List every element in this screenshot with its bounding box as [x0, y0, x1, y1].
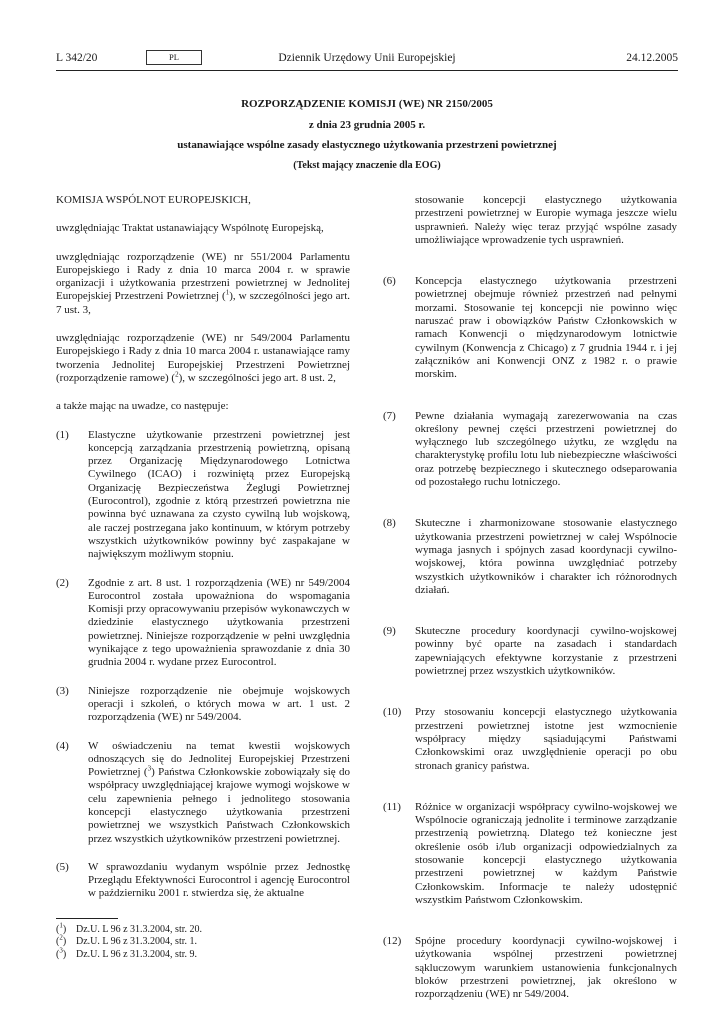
- footnote-mark: ($^2$): [56, 933, 67, 948]
- preamble-regulation-549: [56, 332, 350, 385]
- recital-number: (11): [383, 800, 401, 813]
- recital-text: [88, 740, 350, 846]
- recital-number: (2): [56, 576, 69, 589]
- preamble-text: uwzględniając rozporządzenie (WE) nr 549/2004 Parlamentu Europejskiego i Rady z dnia 10 marca 2004 r. ustanawiające ramy tworzenia Jednolitej Europejskiej Przestrzeni Powietrznej (rozporządzenie ramowe) (: [56, 332, 350, 384]
- recital-text: Spójne procedury koordynacji cywilno-wojskowej i użytkowania wspólnej przestrzeni powietrznej sąkluczowym warunkiem ustanowienia funkcjonalnych bloków przestrzeni powietrznej, jak określono w rozporządzeniu (WE) nr 549/2004.: [415, 935, 677, 1001]
- recital-text-part: W oświadczeniu na temat kwestii wojskowych odnoszących się do Jednolitej Europejskiej Przestrzeni Powietrznej (: [88, 739, 350, 779]
- preamble-text: ), w szczególności jego art. 7 ust. 3,: [56, 290, 351, 316]
- recital-number: (10): [383, 706, 402, 719]
- document-title: [56, 94, 678, 176]
- recital-text: Elastyczne użytkowanie przestrzeni powietrznej jest koncepcją zarządzania przestrzenią powietrzną, opisaną przez Organizację Międzynarodowego Lotnictwa Cywilnego (ICAO) i rozwiniętą przez Europejską Organizację Bezpieczeństwa Żeglugi Powietrznej (Eurocontrol), zgodnie z którą przestrzeń powietrzna nie powinna być uznawana za czysto cywilną lub wojskową, ale raczej postrzegana jako kontinuum, w którym potrzeby wszystkich użytkowników powinny być zaspakajane w największym możliwym stopniu.: [88, 428, 350, 561]
- recital-8: [383, 517, 677, 597]
- preamble-regulation-551: [56, 251, 350, 317]
- header-date: 24.12.2005: [626, 52, 678, 64]
- recital-12: [383, 935, 677, 1001]
- recital-text: Pewne działania wymagają zarezerwowania na czas określony pewnej części przestrzeni powietrznej do wyłącznego lub szczególnego użytku, ze względu na charakterystykę profilu lotu lub niebezpieczne właściwości oraz potrzebę bezpiecznego i skutecznego odseparowania od pozostałego ruchu lotniczego.: [415, 409, 677, 489]
- footnote-text: Dz.U. L 96 z 31.3.2004, str. 20.: [76, 924, 203, 935]
- title-regulation: ROZPORZĄDZENIE KOMISJI (WE) NR 2150/2005: [241, 98, 493, 110]
- recital-1: [56, 429, 350, 562]
- recital-number: (5): [56, 860, 69, 873]
- title-eea-note: (Tekst mający znaczenie dla EOG): [293, 159, 441, 171]
- footnote-rule: [56, 918, 118, 919]
- recital-5-continued: [383, 194, 677, 247]
- preamble-text: ), w szczególności jego art. 8 ust. 2,: [178, 371, 336, 384]
- recital-text: Różnice w organizacji współpracy cywilno-wojskowej we Wspólnocie ograniczają jednolite i terminowe zarządzanie przestrzenią powietrzną. Dlatego też konieczne jest określenie osób i/lub organizacji odpowiedzialnych za stosowanie koncepcji elastycznego użytkowania przestrzeni powietrznej w każdym Państwie Członkowskim. Informacje te należy udostępnić wszystkim Państwom Członkowskim.: [415, 800, 677, 906]
- recital-10: [383, 706, 677, 772]
- recital-number: (8): [383, 517, 396, 530]
- recital-text: W sprawozdaniu wydanym wspólnie przez Jednostkę Przeglądu Efektywności Eurocontrol i agencję Eurocontrol w październiku 2001 r. stwierdza się, że aktualne: [88, 860, 350, 900]
- page-header: [56, 52, 678, 70]
- recital-number: (3): [56, 684, 69, 697]
- recital-text: Koncepcja elastycznego użytkowania przestrzeni powietrznej obejmuje również przestrzeń nad pełnymi morzami. Stosowanie tej koncepcji nie powinno więc naruszać praw i obowiązków Państw Członkowskich w ramach Konwencji o międzynarodowym lotnictwie cywilnym (Konwencja z Chicago) z 7 grudnia 1944 r. i jej załączników ani Konwencji ONZ z 1982 r. o prawie morskim.: [415, 275, 677, 381]
- title-date: z dnia 23 grudnia 2005 r.: [308, 118, 426, 131]
- recital-5: [56, 861, 350, 901]
- header-rule: [56, 70, 678, 71]
- footnote-mark-number: 2: [59, 933, 63, 942]
- footnote-1: [56, 921, 350, 936]
- recital-number: (9): [383, 625, 396, 638]
- footnote-3: [56, 946, 350, 961]
- recital-text: Skuteczne i zharmonizowane stosowanie elastycznego użytkowania przestrzeni powietrznej w całej Wspólnocie wymaga jasnych i spójnych zasad koordynacji cywilno-wojskowej, która powinna uwzględniać potrzeby wszystkich użytkowników i charakter ich różnorodnych działań.: [415, 517, 677, 596]
- recital-text: Skuteczne procedury koordynacji cywilno-wojskowej powinny być oparte na zasadach i standardach zapewniających efektywne korzystanie z przestrzeni powietrznej przez wszystkich użytkowników.: [415, 625, 677, 678]
- recital-number: (4): [56, 739, 69, 752]
- recital-text: Niniejsze rozporządzenie nie obejmuje wojskowych operacji i szkoleń, o których mowa w art. 1 ust. 2 rozporządzenia (WE) nr 549/2004.: [88, 684, 350, 724]
- right-column: [383, 194, 677, 1002]
- preamble-text: uwzględniając rozporządzenie (WE) nr 551/2004 Parlamentu Europejskiego i Rady z dnia 10 marca 2004 r. w sprawie organizacji i użytkowania przestrzeni powietrznej w Jednolitej Europejskiej Przestrzeni Powietrznej (: [56, 250, 350, 303]
- recital-7: [383, 410, 677, 490]
- recital-6: [383, 275, 677, 381]
- footnote-mark: ($^3$): [56, 946, 67, 960]
- footnote-ref[interactable]: 3: [147, 764, 152, 773]
- recital-4: [56, 740, 350, 846]
- footnote-mark: ($^1$): [56, 921, 67, 935]
- recital-9: [383, 625, 677, 678]
- recital-11: [383, 801, 677, 907]
- recital-text: Zgodnie z art. 8 ust. 1 rozporządzenia (WE) nr 549/2004 Eurocontrol została upoważniona do wspomagania Komisji przy opracowywaniu przepisów wykonawczych w dziedzinie elastycznego użytkowania przestrzeni powietrznej. Niniejsze rozporządzenie w pełni uwzględnia wynikające z tego upoważnienia sprawozdanie z dnia 30 grudnia 2004 r. wydane przez Eurocontrol.: [88, 576, 350, 669]
- recital-2: [56, 577, 350, 670]
- recital-number: (1): [56, 428, 69, 441]
- footnote-text: Dz.U. L 96 z 31.3.2004, str. 9.: [76, 948, 198, 960]
- footnote-mark-number: 3: [59, 946, 63, 955]
- preamble-treaty: uwzględniając Traktat ustanawiający Wspólnotę Europejską,: [56, 222, 324, 235]
- footnote-ref[interactable]: 1: [225, 288, 230, 297]
- left-column: [56, 194, 350, 901]
- footnote-ref[interactable]: 2: [175, 370, 179, 379]
- footnote-2: [56, 933, 350, 948]
- recital-number: (6): [383, 275, 396, 288]
- recital-3: [56, 685, 350, 725]
- recital-number: (7): [383, 409, 396, 422]
- recital-text: Przy stosowaniu koncepcji elastycznego użytkowania przestrzeni powietrznej istotne jest wzmocnienie współpracy między sąsiadującymi Państwami Członkowskimi oraz uwzględnienie operacji po obu stronach granicy państwa.: [415, 706, 677, 772]
- recital-number: [383, 194, 415, 247]
- recital-text-part: ) Państwa Członkowskie zobowiązały się do współpracy uwzględniającej krajowe wymogi wojskowe w celu zapewnienia pełnego i jednolitego stosowania koncepcji elastycznego użytkowania przestrzeni powietrznej we wszystkich Państwach Członkowskich przez wszystkich użytkowników przestrzeni powietrznej.: [88, 766, 350, 845]
- footnote-text: Dz.U. L 96 z 31.3.2004, str. 1.: [76, 936, 198, 948]
- footnotes: [56, 921, 350, 961]
- title-subject: ustanawiające wspólne zasady elastycznego użytkowania przestrzeni powietrznej: [177, 139, 557, 151]
- journal-name: Dziennik Urzędowy Unii Europejskiej: [278, 52, 456, 64]
- recital-text: stosowanie koncepcji elastycznego użytkowania przestrzeni powietrznej w Europie wymaga jeszcze wielu usprawnień. Należy więc teraz przyjąć wspólne zasady umożliwiające wprowadzenie tych usprawnień.: [415, 194, 677, 246]
- preamble-commission: KOMISJA WSPÓLNOT EUROPEJSKICH,: [56, 194, 251, 206]
- footnote-mark-number: 1: [59, 921, 63, 930]
- recital-number: (12): [383, 935, 402, 948]
- page-reference: L 342/20: [56, 52, 98, 64]
- language-box: PL: [146, 50, 202, 65]
- preamble-whereas: a także mając na uwadze, co następuje:: [56, 400, 229, 413]
